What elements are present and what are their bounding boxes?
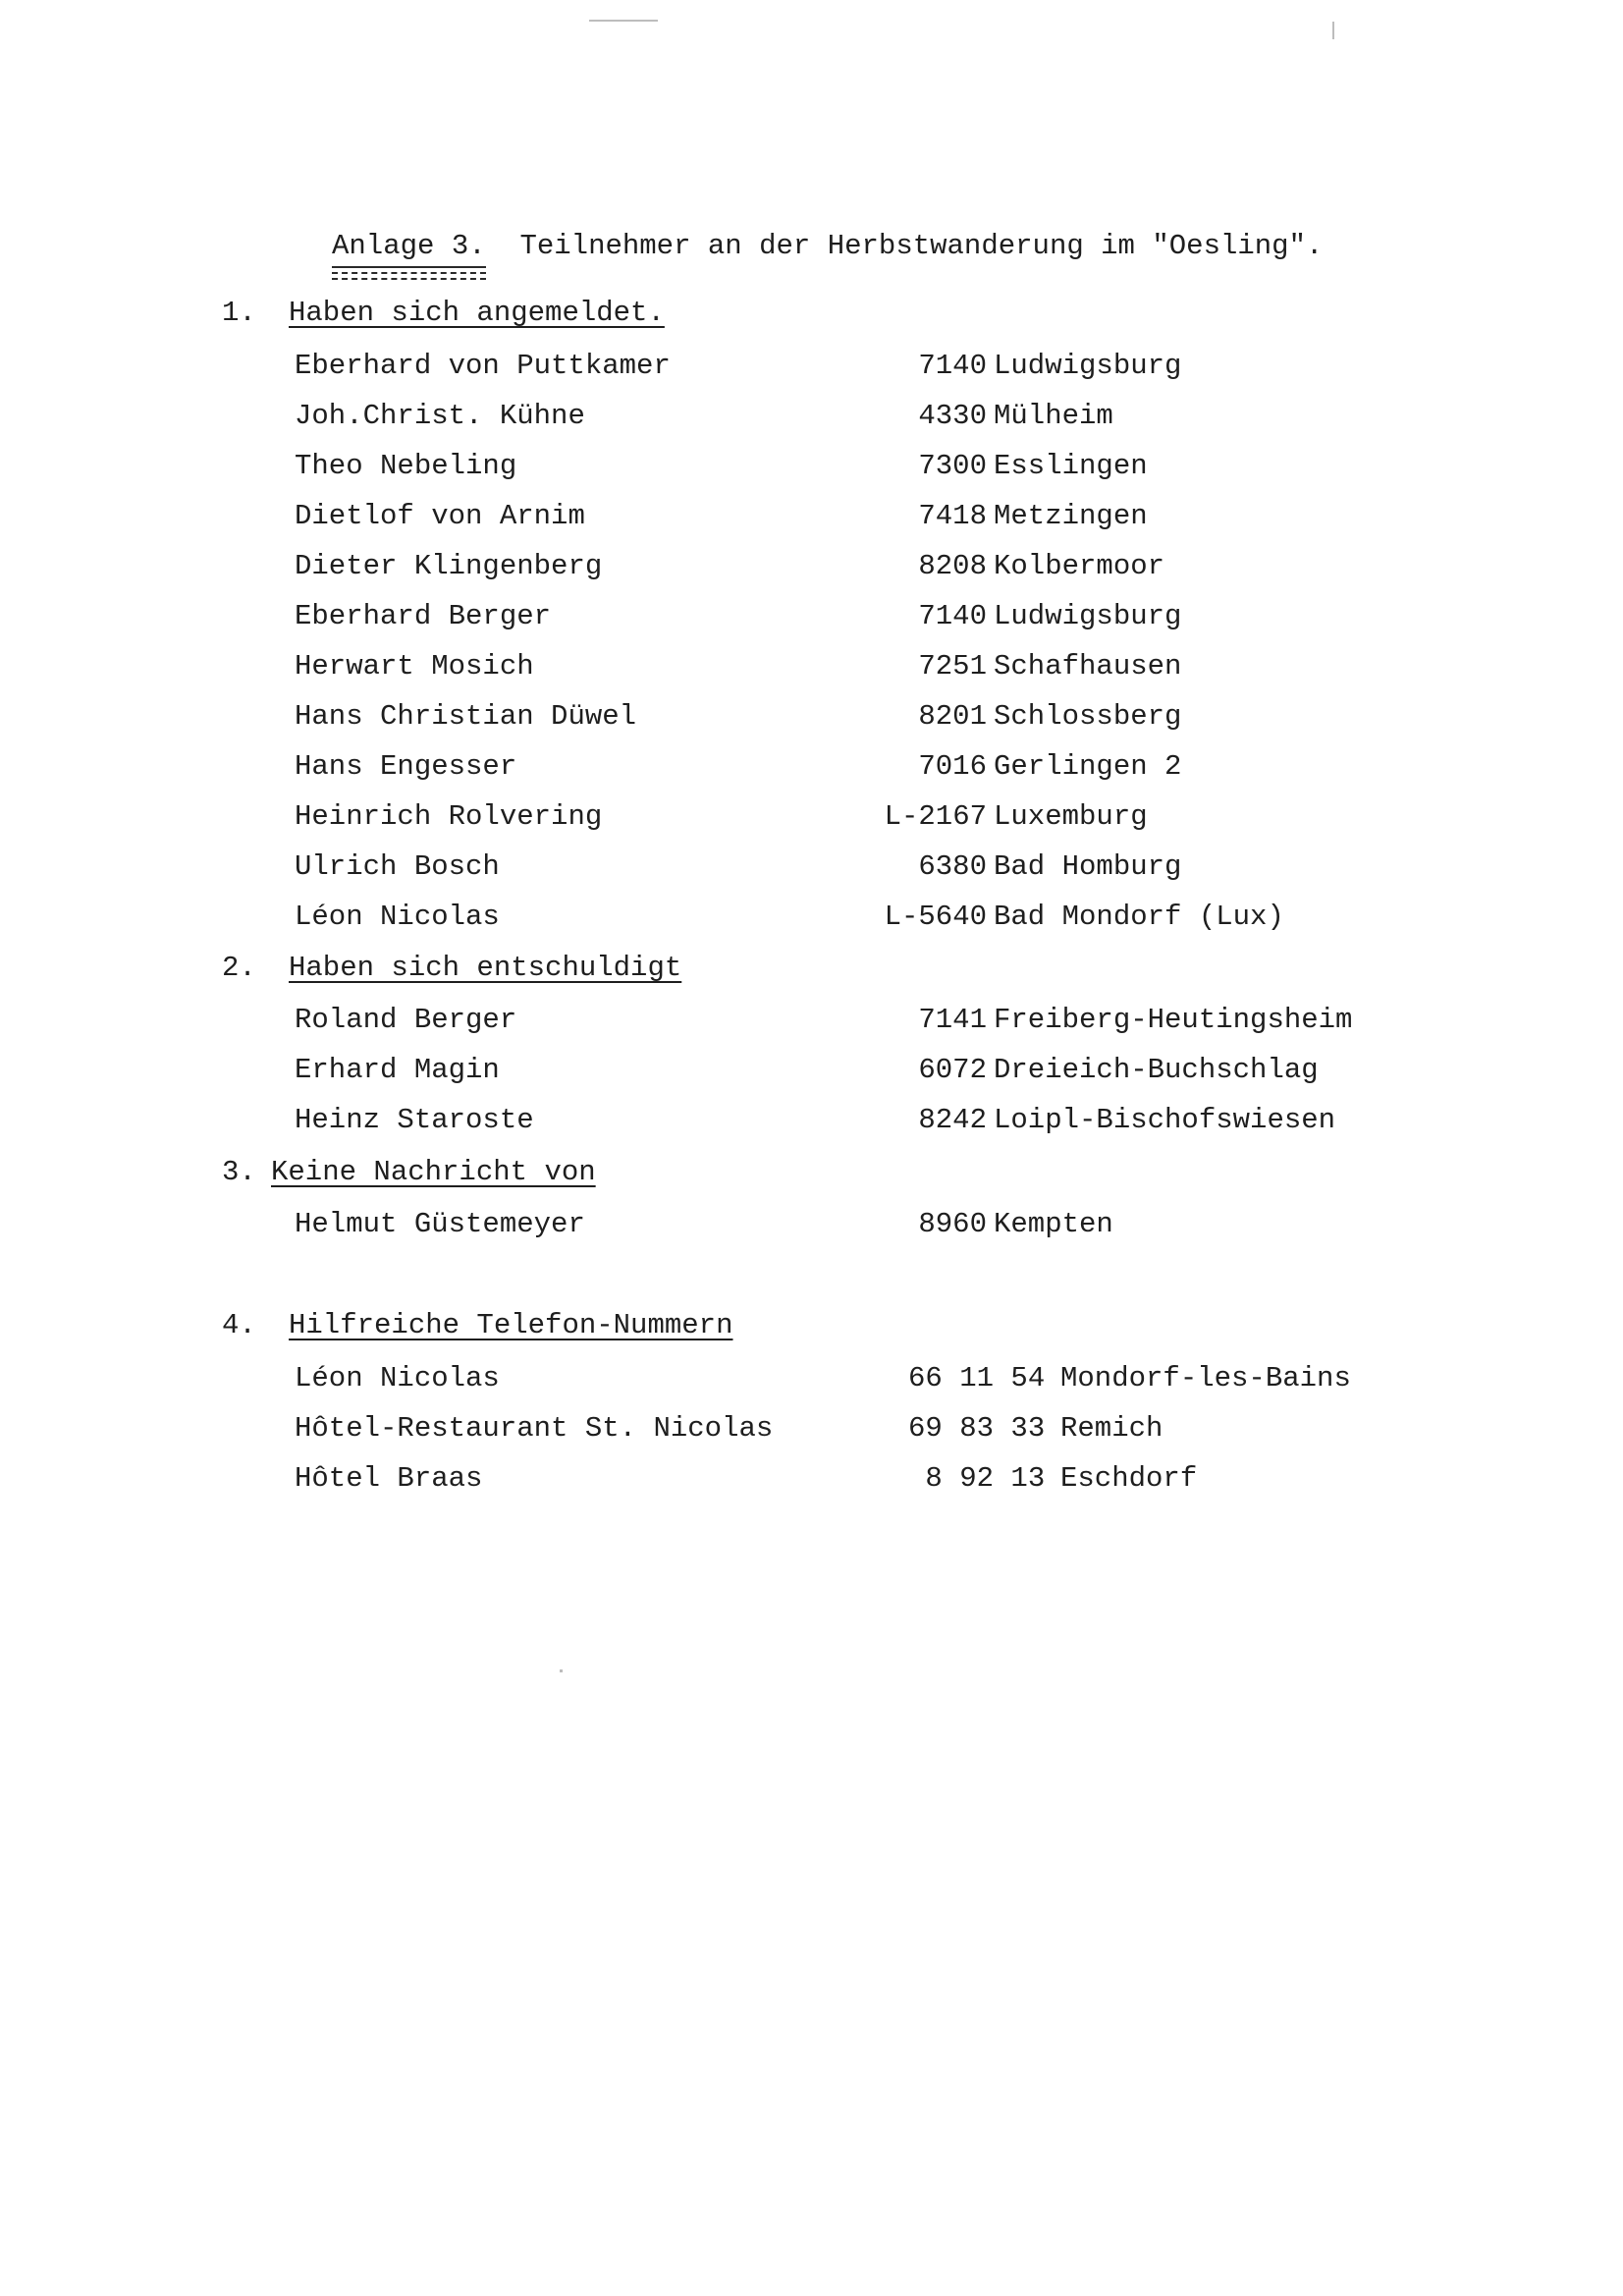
city: Metzingen xyxy=(994,500,1148,532)
participant-name: Theo Nebeling xyxy=(295,450,517,482)
list-item xyxy=(295,850,1375,886)
participant-name: Heinrich Rolvering xyxy=(295,800,603,833)
section-1-heading: 1. Haben sich angemeldet. xyxy=(222,297,665,329)
list-item xyxy=(295,400,1375,435)
contact-name: Hôtel-Restaurant St. Nicolas xyxy=(295,1412,774,1445)
participant-name: Helmut Güstemeyer xyxy=(295,1208,585,1240)
participant-name: Eberhard von Puttkamer xyxy=(295,350,671,382)
scan-mark-right xyxy=(1332,22,1334,39)
contact-name: Léon Nicolas xyxy=(295,1362,500,1394)
postal-code: 8201 xyxy=(918,700,987,733)
city: Schlossberg xyxy=(994,700,1182,733)
postal-code: 4330 xyxy=(918,400,987,432)
section-2-heading: 2. Haben sich entschuldigt xyxy=(222,952,682,984)
city: Mülheim xyxy=(994,400,1113,432)
list-item xyxy=(295,1462,1375,1498)
postal-code: 7300 xyxy=(918,450,987,482)
list-item xyxy=(295,901,1375,936)
title-prefix: Anlage 3. xyxy=(332,230,486,262)
list-item xyxy=(295,600,1375,635)
list-item xyxy=(295,1104,1375,1139)
postal-code: L-5640 xyxy=(884,901,987,933)
page-title xyxy=(332,230,1323,262)
list-item xyxy=(295,1362,1375,1397)
list-item xyxy=(295,1208,1375,1243)
city: Gerlingen 2 xyxy=(994,750,1182,783)
list-item xyxy=(295,550,1375,585)
city: Mondorf-les-Bains xyxy=(1060,1362,1351,1394)
postal-code: 8960 xyxy=(918,1208,987,1240)
list-item xyxy=(295,1054,1375,1089)
city: Bad Mondorf (Lux) xyxy=(994,901,1284,933)
postal-code: 7251 xyxy=(918,650,987,683)
participant-name: Hans Christian Düwel xyxy=(295,700,637,733)
participant-name: Dietlof von Arnim xyxy=(295,500,585,532)
city: Ludwigsburg xyxy=(994,350,1182,382)
postal-code: 7140 xyxy=(918,600,987,632)
participant-name: Hans Engesser xyxy=(295,750,517,783)
postal-code: 6072 xyxy=(918,1054,987,1086)
city: Esslingen xyxy=(994,450,1148,482)
postal-code: 7141 xyxy=(918,1004,987,1036)
participant-name: Erhard Magin xyxy=(295,1054,500,1086)
city: Luxemburg xyxy=(994,800,1148,833)
list-item xyxy=(295,750,1375,786)
city: Ludwigsburg xyxy=(994,600,1182,632)
postal-code: 8242 xyxy=(918,1104,987,1136)
list-item xyxy=(295,350,1375,385)
participant-name: Heinz Staroste xyxy=(295,1104,534,1136)
city: Kempten xyxy=(994,1208,1113,1240)
postal-code: 7418 xyxy=(918,500,987,532)
participant-name: Joh.Christ. Kühne xyxy=(295,400,585,432)
city: Freiberg-Heutingsheim xyxy=(994,1004,1353,1036)
participant-name: Eberhard Berger xyxy=(295,600,552,632)
section-4-heading: 4. Hilfreiche Telefon-Nummern xyxy=(222,1309,733,1341)
phone-number: 8 92 13 xyxy=(908,1462,1046,1495)
participant-name: Ulrich Bosch xyxy=(295,850,500,883)
postal-code: 7140 xyxy=(918,350,987,382)
scan-mark-top xyxy=(589,20,658,22)
title-text: Teilnehmer an der Herbstwanderung im "Oesling". xyxy=(519,230,1324,262)
participant-name: Roland Berger xyxy=(295,1004,517,1036)
postal-code: 8208 xyxy=(918,550,987,582)
postal-code: 7016 xyxy=(918,750,987,783)
phone-number: 66 11 54 xyxy=(908,1362,1046,1394)
list-item xyxy=(295,1412,1375,1448)
city: Loipl-Bischofswiesen xyxy=(994,1104,1336,1136)
participant-name: Herwart Mosich xyxy=(295,650,534,683)
participant-name: Léon Nicolas xyxy=(295,901,500,933)
phone-number: 69 83 33 xyxy=(908,1412,1046,1445)
city: Bad Homburg xyxy=(994,850,1182,883)
section-3-heading: 3. Keine Nachricht von xyxy=(222,1156,596,1188)
city: Schafhausen xyxy=(994,650,1182,683)
postal-code: 6380 xyxy=(918,850,987,883)
list-item xyxy=(295,500,1375,535)
city: Kolbermoor xyxy=(994,550,1165,582)
list-item xyxy=(295,800,1375,836)
list-item xyxy=(295,650,1375,685)
city: Eschdorf xyxy=(1060,1462,1198,1495)
contact-name: Hôtel Braas xyxy=(295,1462,483,1495)
list-item xyxy=(295,700,1375,736)
city: Dreieich-Buchschlag xyxy=(994,1054,1319,1086)
participant-name: Dieter Klingenberg xyxy=(295,550,603,582)
scan-dot xyxy=(560,1669,563,1672)
city: Remich xyxy=(1060,1412,1163,1445)
list-item xyxy=(295,450,1375,485)
list-item xyxy=(295,1004,1375,1039)
postal-code: L-2167 xyxy=(884,800,987,833)
